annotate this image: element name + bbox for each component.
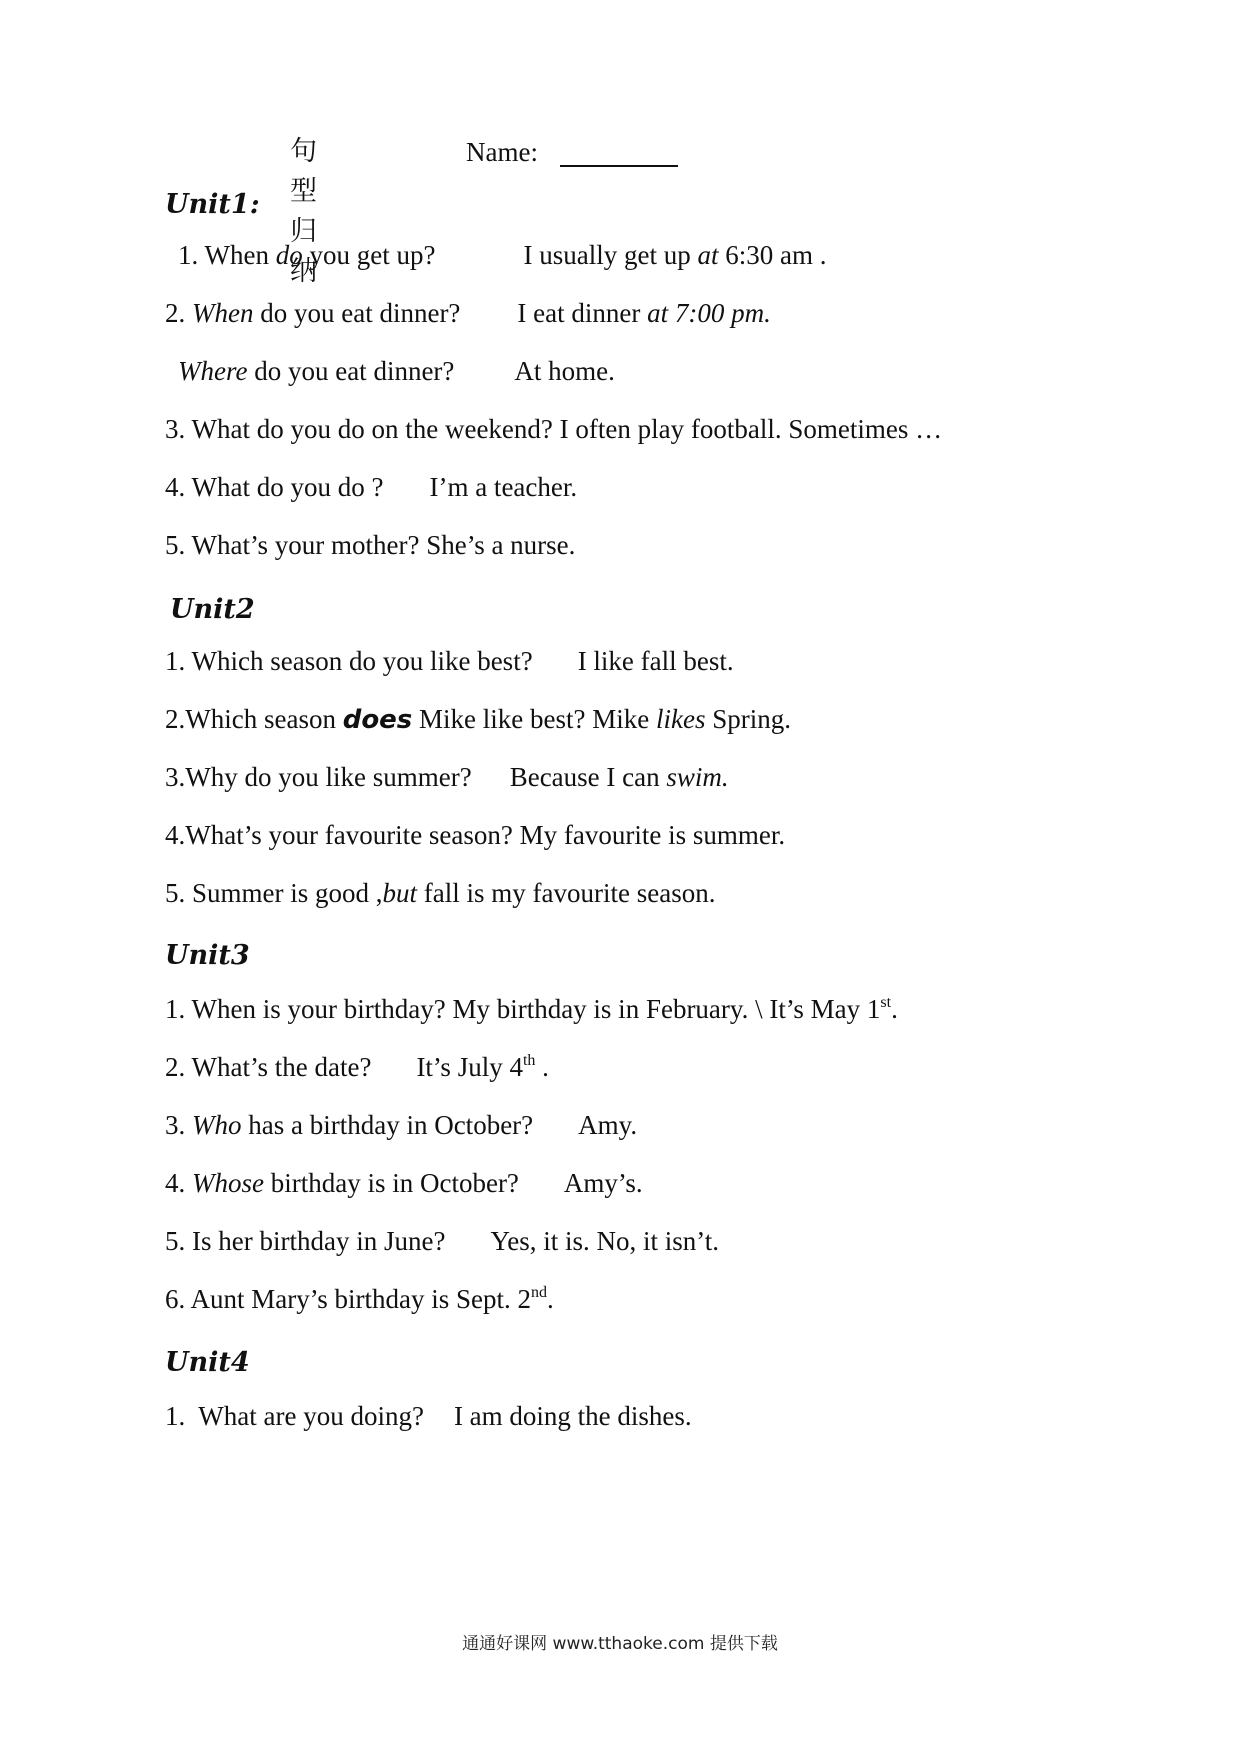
unit-heading: Unit4 [165, 1347, 250, 1378]
sentence-line [165, 1165, 643, 1201]
sentence-line [165, 643, 734, 679]
name-label: Name: [466, 137, 538, 167]
sentence-text: at 7:00 pm. [647, 298, 771, 328]
unit-heading: Unit2 [170, 594, 255, 625]
sentence-text: 3. What do you do on the weekend? I often play football. Sometimes … [165, 414, 943, 444]
answer-text: It’s July 4 [416, 1052, 523, 1082]
unit-heading: Unit1: [165, 189, 260, 220]
sentence-text: Spring. [705, 704, 791, 734]
sentence-text: 1. When [178, 240, 276, 270]
answer-text: I usually get up [523, 240, 698, 270]
answer-text: Amy. [578, 1110, 638, 1140]
sentence-text: st [880, 994, 892, 1011]
sentence-text: . [547, 1284, 554, 1314]
sentence-text: 2. What’s the date? [165, 1052, 372, 1082]
sentence-text: . [891, 994, 898, 1024]
sentence-line [165, 991, 898, 1032]
sentence-text: th [522, 1052, 536, 1069]
answer-text: I eat dinner [517, 298, 648, 328]
sentence-line [165, 411, 942, 447]
sentence-line [165, 701, 791, 738]
sentence-text: 1. Which season do you like best? [165, 646, 533, 676]
sentence-text: 4. [165, 1168, 192, 1198]
sentence-text: fall is my favourite season. [417, 878, 716, 908]
answer-text: Yes, it is. No, it isn’t. [490, 1226, 720, 1256]
sentence-text: 1. When is your birthday? My birthday is in February. \ It’s May 1 [165, 994, 881, 1024]
sentence-line [165, 295, 771, 331]
sentence-text: 3. [165, 1110, 192, 1140]
sentence-text: 4.What’s your favourite season? My favourite is summer. [165, 820, 786, 850]
sentence-text: 6. Aunt Mary’s birthday is Sept. 2 [165, 1284, 531, 1314]
sentence-text: likes [656, 704, 706, 734]
answer-text: I am doing the dishes. [453, 1401, 692, 1431]
sentence-line [178, 237, 826, 273]
answer-text: Amy’s. [563, 1168, 643, 1198]
sentence-text: . [535, 1052, 549, 1082]
name-blank-line [560, 165, 678, 167]
sentence-text: 2.Which season [165, 704, 343, 734]
sentence-line [165, 1398, 692, 1434]
sentence-text: at [697, 240, 719, 270]
sentence-text: 1. What are you doing? [165, 1401, 424, 1431]
sentence-text: Where [178, 356, 248, 386]
sentence-text: Who [192, 1110, 242, 1140]
sentence-text: Whose [192, 1168, 264, 1198]
sentence-line [165, 1049, 549, 1090]
sentence-line [165, 759, 729, 795]
sentence-text: birthday is in October? [263, 1168, 519, 1198]
sentence-text: you get up? [302, 240, 436, 270]
sentence-line [165, 875, 715, 911]
sentence-text: nd [531, 1284, 547, 1301]
sentence-line [165, 469, 577, 505]
sentence-text: do [275, 240, 303, 270]
sentence-text: 4. What do you do ? [165, 472, 384, 502]
answer-text: I like fall best. [577, 646, 734, 676]
sentence-text: 3.Why do you like summer? [165, 762, 472, 792]
sentence-line [165, 527, 575, 563]
sentence-text: 5. What’s your mother? She’s a nurse. [165, 530, 576, 560]
answer-text: Because I can [509, 762, 667, 792]
sentence-text: 6:30 am . [718, 240, 827, 270]
sentence-text: do you eat dinner? [253, 298, 461, 328]
sentence-text: has a birthday in October? [241, 1110, 534, 1140]
sentence-text: 5. Summer is good , [165, 878, 383, 908]
answer-text: I’m a teacher. [429, 472, 578, 502]
sentence-text: 2. [165, 298, 192, 328]
sentence-text: do you eat dinner? [247, 356, 455, 386]
page-title: 句型归纳 [290, 136, 317, 287]
sentence-text: Mike like best? Mike [412, 704, 656, 734]
sentence-text: but [382, 878, 418, 908]
sentence-line [165, 1223, 719, 1259]
sentence-line [165, 1107, 637, 1143]
sentence-text: When [192, 298, 254, 328]
footer-credit: 通通好课网 www.tthaoke.com 提供下载 [462, 1634, 778, 1654]
answer-text: At home. [514, 356, 615, 386]
sentence-line [165, 817, 785, 853]
sentence-text: does [342, 705, 413, 735]
unit-heading: Unit3 [165, 940, 250, 971]
sentence-text: swim. [666, 762, 729, 792]
sentence-line [178, 353, 615, 389]
sentence-text: 5. Is her birthday in June? [165, 1226, 446, 1256]
sentence-line [165, 1281, 554, 1322]
